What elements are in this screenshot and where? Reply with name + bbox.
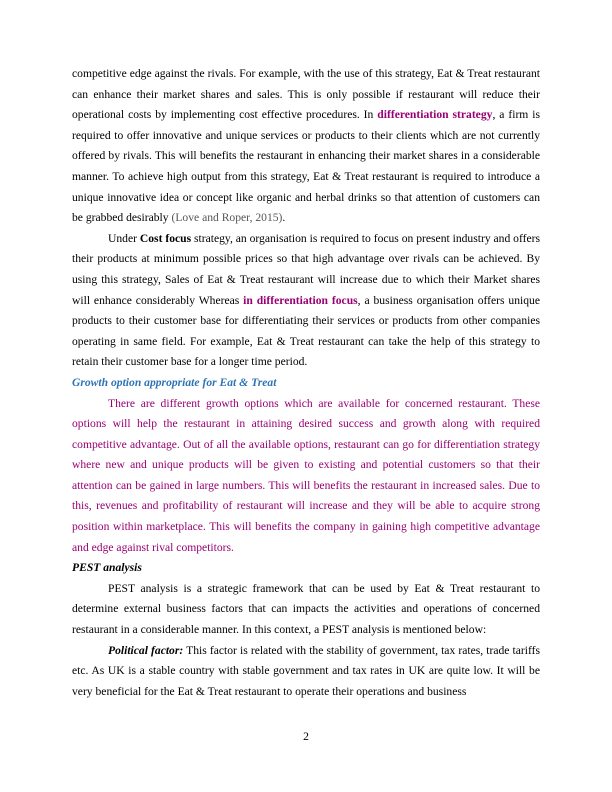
term-differentiation-focus: in differentiation focus xyxy=(243,293,358,307)
term-cost-focus: Cost focus xyxy=(139,231,192,245)
heading-pest-analysis: PEST analysis xyxy=(72,561,142,575)
term-political-factor: Political factor: xyxy=(108,643,184,657)
paragraph-text: strategy, an organisation is required to focus on present industry and offers their products at minimum possible prices so that high advantage over rivals can be achieved. By using this strategy, Sales of Eat & Treat restaurant will increase due to which their Market shares will enhance considerably Whereas xyxy=(72,231,540,307)
paragraph-text: Under xyxy=(108,231,140,245)
document-page xyxy=(72,64,540,702)
paragraph-text: competitive edge against the rivals. For example, with the use of this strategy, Eat & Treat restaurant can enhance their market shares and sales. This is only possible if restaurant will reduce their operational costs by implementing cost effective procedures. In xyxy=(72,67,540,122)
page-number: 2 xyxy=(303,730,309,743)
paragraph-political-factor xyxy=(72,641,540,703)
citation: (Love and Roper, 2015) xyxy=(171,211,283,225)
paragraph-text: , a firm is required to offer innovative and unique services or products to their clients which are not currently offered by rivals. This will benefits the restaurant in enhancing their market shares in a considerable manner. To achieve high output from this strategy, Eat & Treat restaurant is required to introduce a unique innovative idea or concept like organic and herbal drinks so that attention of customers can be grabbed desirably xyxy=(72,108,540,225)
paragraph-cost-focus xyxy=(72,229,540,373)
paragraph-pest-intro: PEST analysis is a strategic framework that can be used by Eat & Treat restaurant to determine external business factors that can impacts the activities and operations of concerned restaurant in a considerable manner. In this context, a PEST analysis is mentioned below: xyxy=(72,581,540,637)
paragraph-text: , a business organisation offers unique products to their customer base for differentiating their services or products from other companies operating in same field. For example, Eat & Treat restaurant can take the help of this strategy to retain their customer base for a longer time period. xyxy=(72,293,540,369)
paragraph-text: This factor is related with the stability of government, tax rates, trade tariffs etc. As UK is a stable country with stable government and tax rates in UK are quite low. It will be very beneficial for the Eat & Treat restaurant to operate their operations and business xyxy=(72,643,540,698)
paragraph-growth-options: There are different growth options which are available for concerned restaurant. These options will help the restaurant in attaining desired success and growth along with required competitive advantage. Out of all the available options, restaurant can go for differentiation strategy where new and unique products will be given to existing and potential customers so that their attention can be gained in large numbers. This will benefits the restaurant in increased sales. Due to this, revenues and profitability of restaurant will increase and they will be able to acquire strong position within marketplace. This will benefits the company in gaining high competitive advantage and edge against rival competitors. xyxy=(72,396,540,554)
term-differentiation-strategy: differentiation strategy xyxy=(377,108,493,122)
heading-growth-option: Growth option appropriate for Eat & Treat xyxy=(72,375,277,389)
paragraph-text: . xyxy=(282,211,286,225)
paragraph-competitive-edge xyxy=(72,64,540,229)
